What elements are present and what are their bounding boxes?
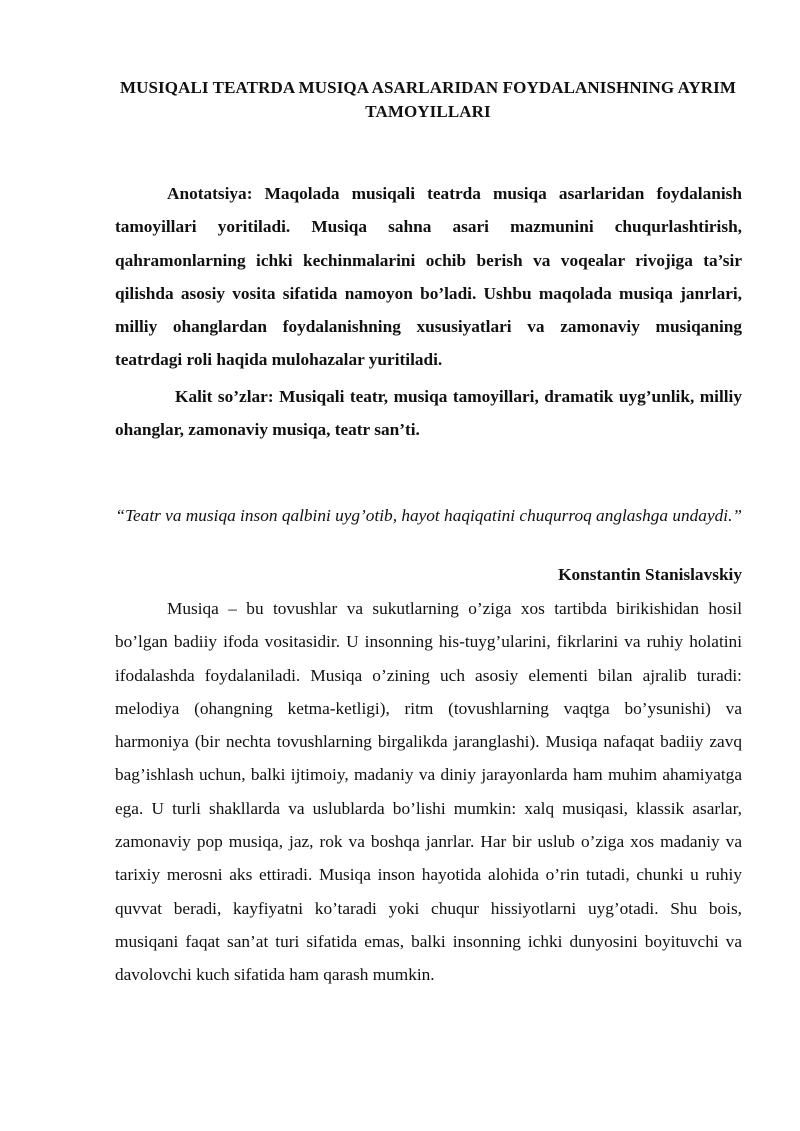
epigraph-quote: “Teatr va musiqa inson qalbini uyg’otib, hayot haqiqatini chuqurroq anglashga undaydi.”: [115, 506, 742, 525]
article-title: MUSIQALI TEATRDA MUSIQA ASARLARIDAN FOYDALANISHNING AYRIM TAMOYILLARI: [119, 78, 737, 121]
epigraph-author: Konstantin Stanislavskiy: [558, 565, 742, 584]
abstract-paragraph: Anotatsiya: Maqolada musiqali teatrda musiqa asarlaridan foydalanish tamoyillari yoritiladi. Musiqa sahna asari mazmunini chuqurlashtirish, qahramonlarning ichki kechinmalarini ochib berish va voqealar rivojiga ta’sir qilishda asosiy vosita sifatida namoyon bo’ladi. Ushbu maqolada musiqa janrlari, milliy ohanglardan foydalanishning xususiyatlari va zamonaviy musiqaning teatrdagi roli haqida mulohazalar yuritiladi.: [115, 184, 742, 370]
body-paragraph: Musiqa – bu tovushlar va sukutlarning o’ziga xos tartibda birikishidan hosil bo’lgan badiiy ifoda vositasidir. U insonning his-tuyg’ularini, fikrlarini va ruhiy holatini ifodalashda foydalaniladi. Musiqa o’zining uch asosiy elementi bilan ajralib turadi: melodiya (ohangning ketma-ketligi), ritm (tovushlarning vaqtga bo’ysunishi) va harmoniya (bir nechta tovushlarning birgalikda jaranglashi). Musiqa nafaqat badiiy zavq bag’ishlash uchun, balki ijtimoiy, madaniy va diniy jarayonlarda ham muhim ahamiyatga ega. U turli shakllarda va uslublarda bo’lishi mumkin: xalq musiqasi, klassik asarlar, zamonaviy pop musiqa, jaz, rok va boshqa janrlar. Har bir uslub o’ziga xos madaniy va tarixiy merosni aks ettiradi. Musiqa inson hayotida alohida o’rin tutadi, chunki u ruhiy quvvat beradi, kayfiyatni ko’taradi yoki chuqur hissiyotlarni uyg’otadi. Shu bois, musiqani faqat san’at turi sifatida emas, balki insonning ichki dunyosini boyituvchi va davolovchi kuch sifatida ham qarash mumkin.: [115, 599, 742, 985]
keywords-paragraph: Kalit so’zlar: Musiqali teatr, musiqa tamoyillari, dramatik uyg’unlik, milliy ohanglar, zamonaviy musiqa, teatr san’ti.: [115, 387, 742, 440]
